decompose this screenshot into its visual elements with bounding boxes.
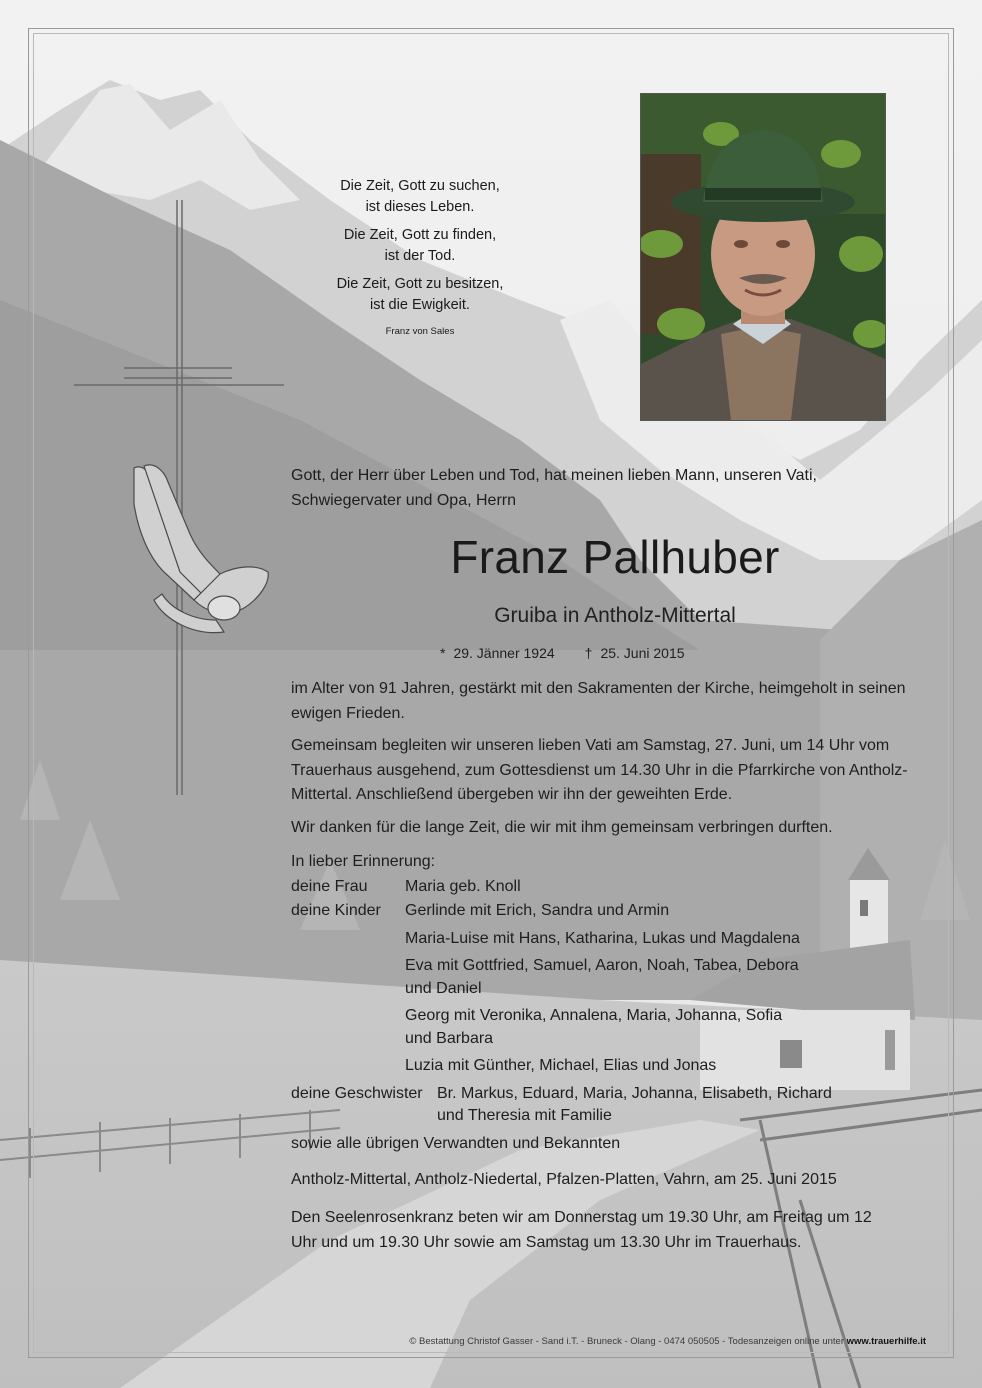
memory-row-children bbox=[291, 899, 911, 1079]
child-line: Gerlinde mit Erich, Sandra und Armin bbox=[405, 902, 670, 919]
portrait-photo bbox=[640, 93, 886, 421]
quote-line: Die Zeit, Gott zu suchen, bbox=[340, 178, 500, 194]
child-line: Luzia mit Günther, Michael, Elias und Jonas bbox=[405, 1057, 717, 1074]
intro-text: Gott, der Herr über Leben und Tod, hat meinen lieben Mann, unseren Vati, Schwiegervater und Opa, Herrn bbox=[291, 467, 817, 509]
footer bbox=[296, 1336, 926, 1347]
quote-stanza bbox=[300, 274, 540, 316]
wife-name: Maria geb. Knoll bbox=[405, 877, 521, 895]
quote-line: ist dieses Leben. bbox=[365, 199, 475, 215]
quote-author: Franz von Sales bbox=[385, 326, 455, 337]
quote-line: Die Zeit, Gott zu besitzen, bbox=[336, 276, 504, 292]
footer-link[interactable]: www.trauerhilfe.it bbox=[846, 1336, 926, 1347]
birth-date: 29. Jänner 1924 bbox=[453, 645, 555, 661]
memory-heading: In lieber Erinnerung: bbox=[291, 853, 436, 870]
death-symbol: † bbox=[584, 645, 593, 661]
quote-stanza bbox=[300, 176, 540, 218]
place-date: Antholz-Mittertal, Antholz-Niedertal, Pfalzen-Platten, Vahrn, am 25. Juni 2015 bbox=[291, 1171, 837, 1188]
child-line: Eva mit Gottfried, Samuel, Aaron, Noah, Tabea, Debora bbox=[405, 957, 799, 974]
sibling-line: Br. Markus, Eduard, Maria, Johanna, Elisabeth, Richard bbox=[437, 1084, 832, 1102]
wife-label: deine Frau bbox=[291, 877, 368, 895]
deceased-name: Franz Pallhuber bbox=[450, 531, 780, 583]
siblings-label: deine Geschwister bbox=[291, 1084, 423, 1102]
birth-symbol: * bbox=[440, 645, 446, 661]
quote-line: ist die Ewigkeit. bbox=[370, 297, 470, 313]
funeral-text: Gemeinsam begleiten wir unseren lieben Vati am Samstag, 27. Juni, um 14 Uhr vom Trauerhaus ausgehend, zum Gottesdienst um 14.30 Uhr in die Pfarrkirche von Antholz-Mittertal. Anschließend übergeben wir ihn der geweihten Erde. bbox=[291, 737, 908, 803]
death-date: 25. Juni 2015 bbox=[600, 645, 685, 661]
relatives-text: sowie alle übrigen Verwandten und Bekannten bbox=[291, 1134, 621, 1152]
children-label: deine Kinder bbox=[291, 902, 381, 919]
praying-hands-icon bbox=[124, 460, 274, 640]
sibling-line: und Theresia mit Familie bbox=[437, 1107, 612, 1124]
quote-line: ist der Tod. bbox=[384, 248, 456, 264]
memory-row-siblings bbox=[291, 1082, 911, 1129]
memory-row-wife bbox=[291, 875, 911, 900]
memory-block bbox=[291, 850, 911, 1156]
life-dates bbox=[440, 645, 750, 661]
child-line: Georg mit Veronika, Annalena, Maria, Johanna, Sofia bbox=[405, 1007, 783, 1024]
child-line: und Daniel bbox=[405, 979, 482, 997]
rosary-text: Den Seelenrosenkranz beten wir am Donnerstag um 19.30 Uhr, am Freitag um 12 Uhr und um 19.30 Uhr sowie am Samstag um 13.30 Uhr im Trauerhaus. bbox=[291, 1209, 872, 1251]
child-line: Maria-Luise mit Hans, Katharina, Lukas und Magdalena bbox=[405, 929, 800, 947]
quote-block bbox=[300, 176, 540, 342]
age-text: im Alter von 91 Jahren, gestärkt mit den Sakramenten der Kirche, heimgeholt in seinen ewigen Frieden. bbox=[291, 680, 906, 722]
quote-line: Die Zeit, Gott zu finden, bbox=[343, 227, 497, 243]
footer-text: © Bestattung Christof Gasser - Sand i.T. - Bruneck - Olang - 0474 050505 - Todesanzeigen online unter bbox=[409, 1336, 844, 1347]
thanks-text: Wir danken für die lange Zeit, die wir mit ihm gemeinsam verbringen durften. bbox=[291, 819, 833, 836]
deceased-place: Gruiba in Antholz-Mittertal bbox=[494, 604, 736, 627]
child-line: und Barbara bbox=[405, 1029, 494, 1047]
quote-stanza bbox=[300, 225, 540, 267]
